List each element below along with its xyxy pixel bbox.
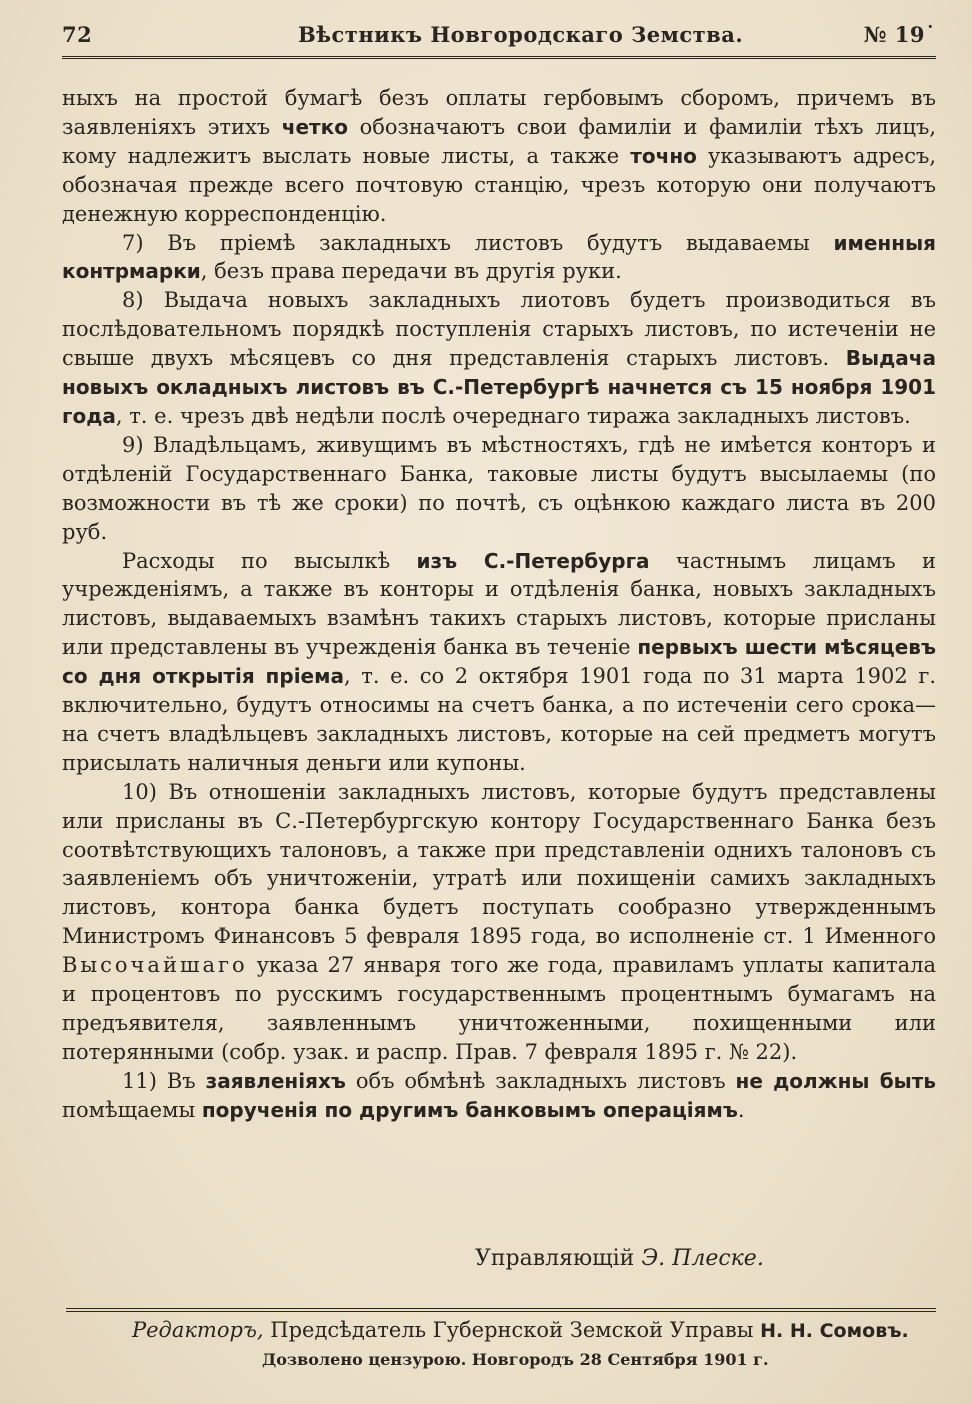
editor-position: Предсѣдатель Губернской Земской Управы	[263, 1318, 761, 1342]
text-run: Расходы по высылкѣ	[122, 548, 417, 573]
editor-line	[132, 1318, 909, 1342]
signature-line	[475, 1246, 764, 1271]
page-number: 72	[62, 22, 93, 47]
text-run: объ обмѣнѣ закладныхъ листовъ	[345, 1068, 736, 1093]
paragraph-8	[62, 286, 936, 431]
paragraph-10	[62, 778, 936, 1067]
text-run: 9) Владѣльцамъ, живущимъ въ мѣстностяхъ, гдѣ не имѣется конторъ и отдѣленій Государственнаго Банка, таковые листы будутъ высылаемы (по возможности въ тѣ же сроки) по почтѣ, съ оцѣнкою каждаго листа въ 200 руб.	[62, 432, 936, 544]
issue-number: № 19˙	[863, 22, 936, 47]
text-run: , т. е. со 2 октября 1901 года по 31 марта 1902 г. включительно, будутъ относимы на счетъ банка, а по истеченіи сего срока—на счетъ владѣльцевъ закладныхъ листовъ, которые на сей предметъ могутъ присылать наличныя деньги или купоны.	[62, 664, 936, 775]
text-run: 8) Выдача новыхъ закладныхъ лиотовъ будетъ производиться въ послѣдовательномъ порядкѣ поступленія старыхъ листовъ, по истеченіи не свыше двухъ мѣсяцевъ со дня представленія старыхъ листовъ.	[62, 288, 936, 371]
paragraph-7	[62, 229, 936, 287]
article-body	[62, 84, 936, 1125]
spaced-text-run: Высочайшаго	[62, 953, 248, 978]
text-run: , безъ права передачи въ другія руки.	[200, 259, 622, 284]
text-run: указываютъ адресъ, обозначая прежде всего почтовую станцію, чрезъ которую они получаютъ денежную корреспонденцію.	[62, 143, 937, 226]
paragraph-continuation	[62, 84, 936, 229]
bold-text-run: порученія по другимъ банковымъ операціямъ	[201, 1097, 738, 1122]
bold-text-run: первыхъ шести мѣсяцевъ со дня открытія пріема	[62, 635, 936, 689]
bold-text-run: не должны быть	[735, 1068, 936, 1093]
paragraph-11	[62, 1067, 936, 1125]
paragraph-expenses	[62, 547, 936, 778]
signature-name: Э. Плеске.	[641, 1246, 764, 1271]
text-run: ныхъ на простой бумагѣ безъ оплаты гербовымъ сборомъ, причемъ въ заявленіяхъ этихъ	[62, 86, 936, 139]
text-run: .	[737, 1097, 745, 1122]
censorship-line: Дозволено цензурою. Новгородъ 28 Сентября 1901 г.	[262, 1350, 769, 1369]
footer-rule	[66, 1308, 936, 1312]
paragraph-9	[62, 431, 936, 547]
bold-text-run: именныя контрмарки	[62, 230, 936, 284]
text-run: частнымъ лицамъ и учрежденіямъ, а также въ конторы и отдѣленія банка, новыхъ закладныхъ листовъ, выдаваемыхъ взамѣнъ такихъ старыхъ листовъ, которые присланы или представлены въ учрежденія банка въ теченіе	[62, 548, 936, 660]
editor-name: Н. Н. Сомовъ.	[760, 1320, 909, 1342]
bold-text-run: заявленіяхъ	[205, 1068, 346, 1093]
text-run: 7) Въ пріемѣ закладныхъ листовъ будутъ выдаваемы	[122, 230, 834, 255]
text-run: помѣщаемы	[62, 1097, 202, 1122]
bold-text-run: точно	[630, 143, 697, 168]
bold-text-run: Выдача новыхъ окладныхъ листовъ въ С.-Петербургѣ начнется съ 15 ноября 1901 года	[62, 346, 936, 428]
text-run: , т. е. чрезъ двѣ недѣли послѣ очереднаго тиража закладныхъ листовъ.	[115, 403, 911, 428]
text-run: 10) Въ отношеніи закладныхъ листовъ, которые будутъ представлены или присланы въ С.-Петербургскую контору Государственнаго Банка безъ соотвѣтствующихъ талоновъ, а также при представленіи однихъ талоновъ съ заявленіемъ объ уничтоженіи, утратѣ или похищеніи самихъ закладныхъ листовъ, контора банка будетъ поступать сообразно утвержденнымъ Министромъ Финансовъ 5 февраля 1895 года, во исполненіе ст. 1 Именного	[62, 779, 936, 949]
editor-label: Редакторъ,	[132, 1318, 264, 1342]
text-run: указа 27 января того же года, правиламъ уплаты капитала и процентовъ по русскимъ государственнымъ процентнымъ бумагамъ на предъявителя, заявленнымъ уничтоженными, похищенными или потерянными (собр. узак. и распр. Прав. 7 февраля 1895 г. № 22).	[62, 953, 936, 1064]
text-run: обозначаютъ свои фамиліи и фамиліи тѣхъ лицъ, кому надлежитъ выслать новые листы, а также	[62, 114, 936, 168]
signature-title: Управляющій	[475, 1246, 635, 1271]
bold-text-run: изъ С.-Петербурга	[416, 548, 650, 573]
journal-title: Вѣстникъ Новгородскаго Земства.	[298, 22, 744, 47]
bold-text-run: четко	[281, 114, 348, 139]
header-rule	[62, 56, 936, 59]
text-run: 11) Въ	[122, 1068, 206, 1093]
page-header	[62, 22, 936, 54]
